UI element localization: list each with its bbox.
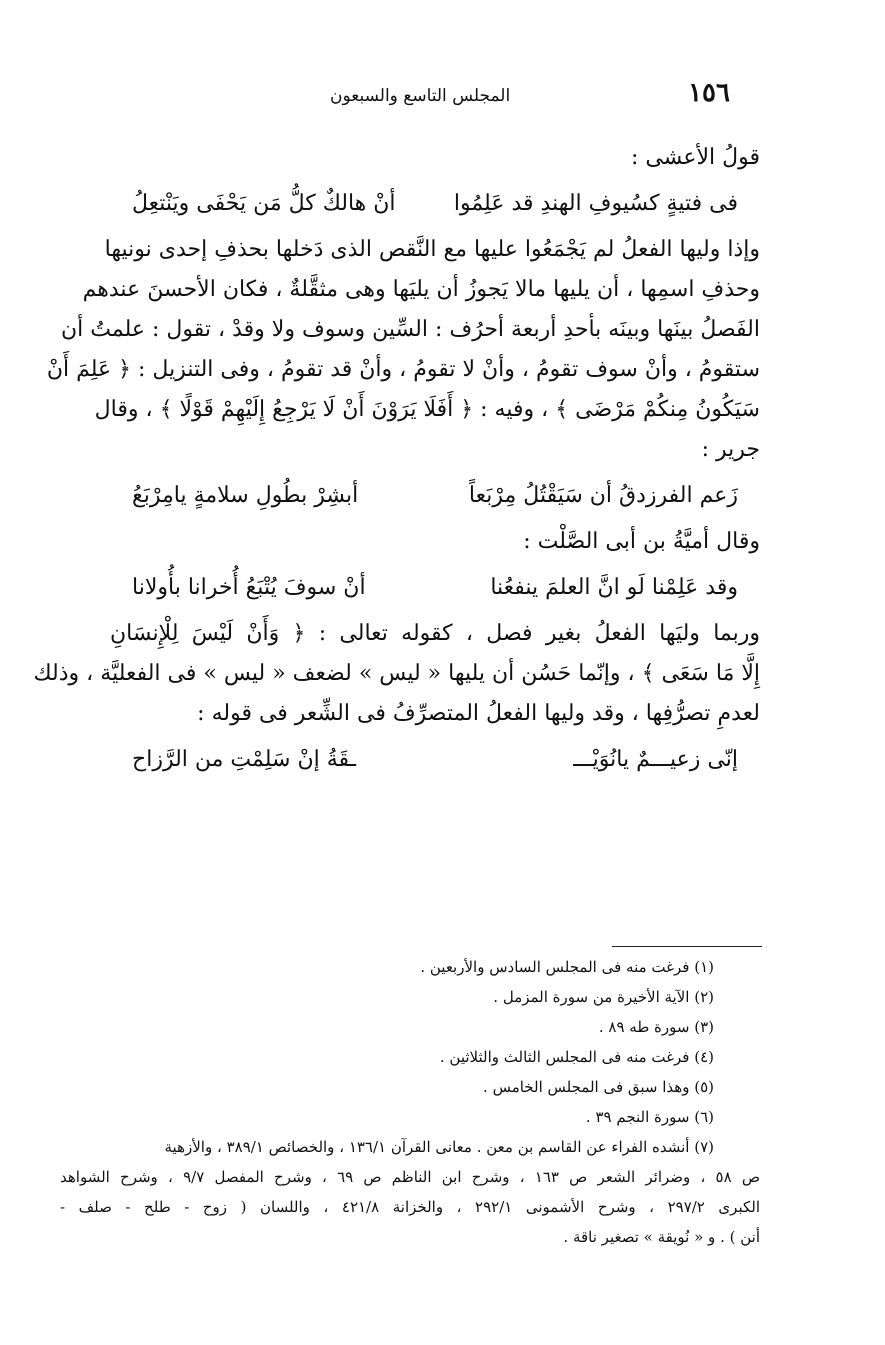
- verse-second-hemistich: أنْ سوفَ يُتْبَعُ أُخرانا بأُولانا: [132, 575, 366, 600]
- text-line: وحذفِ اسمِها ، أن يليها مالا يَجوزُ أن يليَها وهى مثقَّلةٌ ، فكان الأحسنَ عندهم: [82, 277, 760, 302]
- footnote: (١) فرغت منه فى المجلس السادس والأربعين .: [420, 958, 714, 976]
- intro-line: قولُ الأعشى :: [630, 145, 760, 170]
- verse-first-hemistich: فى فتيةٍ كسُيوفِ الهندِ قد عَلِمُوا: [453, 191, 738, 216]
- running-title: المجلس التاسع والسبعون: [330, 86, 511, 106]
- verse: [110, 734, 760, 786]
- text-line: لعدمِ تصرُّفِها ، وقد وليها الفعلُ المتصرِّفُ فى الشِّعر فى قوله :: [197, 701, 760, 726]
- footnote-continuation: الكبرى ٢٩٧/٢ ، وشرح الأشمونى ٢٩٢/١ ، والخزانة ٤٢١/٨ ، واللسان ( زوح - طلح - صلف -: [60, 1198, 760, 1216]
- footnote: (٦) سورة النجم ٣٩ .: [585, 1108, 714, 1126]
- intro-line: وقال أميَّةُ بن أبى الصَّلْت :: [523, 529, 760, 554]
- footnote-separator: [612, 946, 762, 947]
- verse: [110, 470, 760, 522]
- text-line: سَيَكُونُ مِنكُمْ مَرْضَى ﴾ ، وفيه : ﴿ أَفَلَا يَرَوْنَ أَنْ لَا يَرْجِعُ إِلَيْهِمْ قَوْلًا ﴾ ، وقال: [94, 397, 760, 422]
- verse-first-hemistich: زَعم الفرزدقُ أن سَيَقْتُلُ مِرْبَعاً: [468, 483, 738, 508]
- footnote: (٧) أنشده الفراء عن القاسم بن معن . معانى القرآن ١٣٦/١ ، والخصائص ٣٨٩/١ ، والأزهية: [164, 1138, 714, 1156]
- footnote-continuation: أنن ) . و « نُويقة » تصغير ناقة .: [563, 1228, 760, 1246]
- verse-second-hemistich: أنْ هالكٌ كلُّ مَن يَحْفَى ويَنْتعِلُ: [132, 191, 396, 216]
- footnote: (٢) الآية الأخيرة من سورة المزمل .: [493, 988, 714, 1006]
- text-line: الفَصلُ بينَها وبينَه بأحدِ أربعة أحرُف : السِّين وسوف ولا وقدْ ، تقول : علمتُ أن: [61, 317, 760, 342]
- page-header: [330, 78, 730, 118]
- main-text: [33, 138, 760, 786]
- page-number: ١٥٦: [688, 78, 730, 108]
- text-line: وإذا وليها الفعلُ لم يَجْمَعُوا عليها مع النَّقص الذى دَخلها بحذفِ إحدى نونيها: [104, 237, 760, 262]
- verse-first-hemistich: إنّى زعيـــمٌ يانُوَيْـــ: [573, 747, 738, 772]
- text-line: إِلَّا مَا سَعَى ﴾ ، وإنّما حَسُن أن يليها « ليس » لضعف « ليس » فى الفعليَّة ، وذلك: [33, 661, 760, 686]
- verse-first-hemistich: وقد عَلِمْنا لَو انَّ العلمَ ينفعُنا: [490, 575, 738, 600]
- verse-second-hemistich: ـقَةُ إنْ سَلِمْتِ من الرَّزاح: [132, 747, 357, 772]
- text-line: جرير :: [701, 437, 760, 462]
- verse: [110, 562, 760, 614]
- footnote: (٥) وهذا سبق فى المجلس الخامس .: [483, 1078, 714, 1096]
- text-line: ستقومُ ، وأنْ سوف تقومُ ، وأنْ لا تقومُ ، وأنْ قد تقومُ ، وفى التنزيل : ﴿ عَلِمَ أَنْ: [46, 357, 760, 382]
- verse-second-hemistich: أبشِرْ بطُولِ سلامةٍ يامِرْبَعُ: [132, 483, 359, 508]
- verse: [110, 178, 760, 230]
- text-line: وربما وليَها الفعلُ بغير فصل ، كقوله تعالى : ﴿ وَأَنْ لَيْسَ لِلْإِنسَانِ: [110, 621, 760, 646]
- footnote: (٣) سورة طه ٨٩ .: [598, 1018, 714, 1036]
- footnote: (٤) فرغت منه فى المجلس الثالث والثلاثين .: [439, 1048, 714, 1066]
- footnote-continuation: ص ٥٨ ، وضرائر الشعر ص ١٦٣ ، وشرح ابن الناظم ص ٦٩ ، وشرح المفصل ٩/٧ ، وشرح الشواهد: [60, 1168, 760, 1186]
- footnotes: [60, 952, 760, 1252]
